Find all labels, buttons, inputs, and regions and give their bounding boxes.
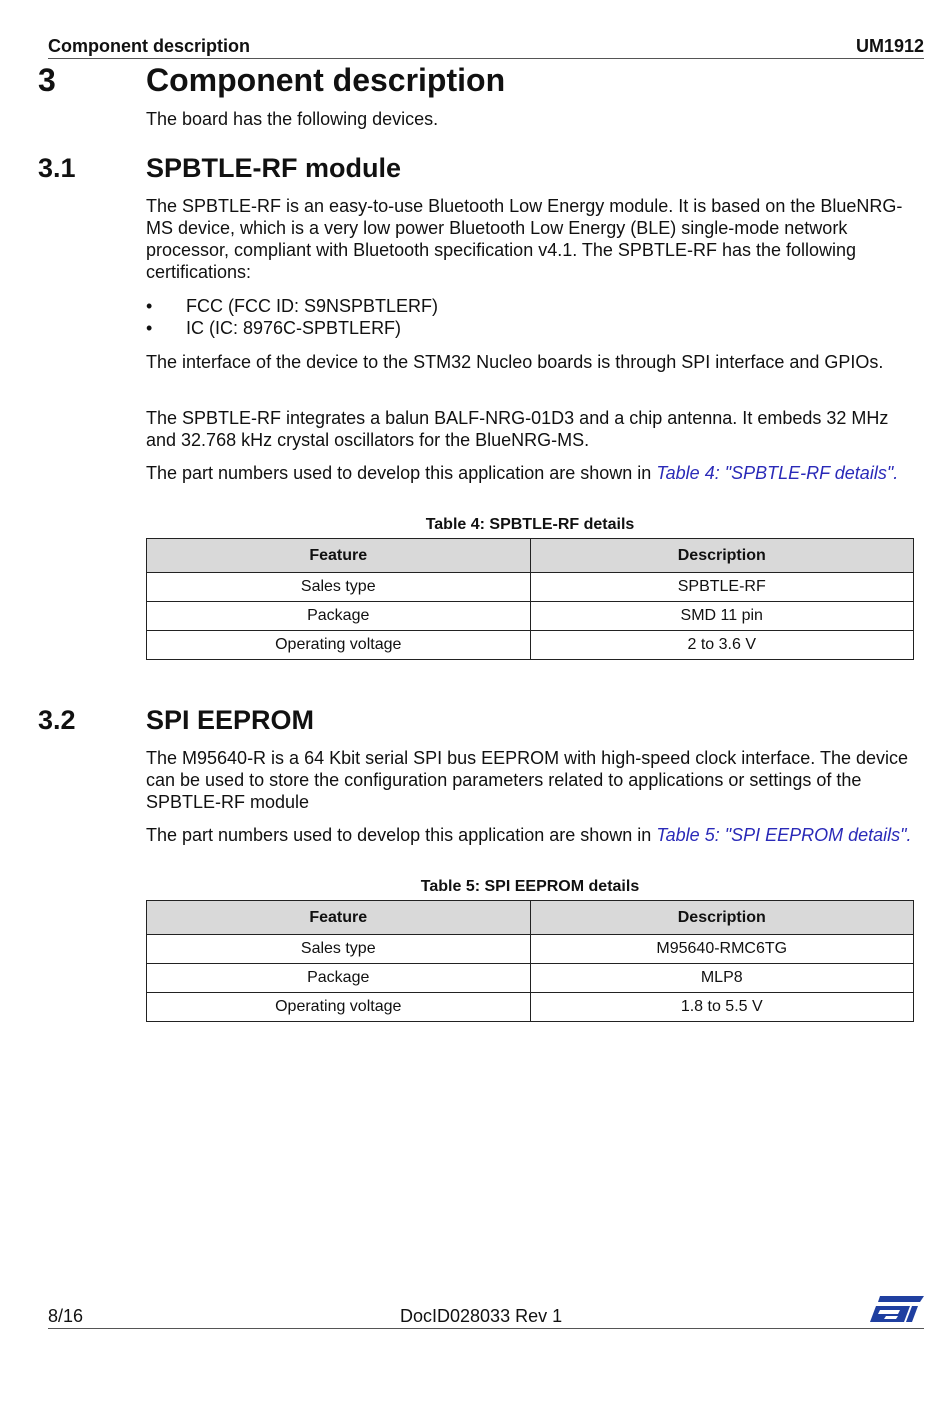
table-row bbox=[147, 964, 914, 993]
section-3-1-para2: The interface of the device to the STM32 Nucleo boards is through SPI interface and GPIOs. bbox=[146, 352, 884, 372]
table-5-link[interactable]: Table 5: "SPI EEPROM details" bbox=[656, 825, 907, 845]
table-header-row bbox=[147, 539, 914, 573]
section-3-2-para2 bbox=[146, 824, 916, 846]
table-header-feature: Feature bbox=[147, 901, 531, 935]
table-cell: Package bbox=[147, 964, 531, 993]
para4-suffix: . bbox=[893, 463, 899, 483]
table-cell: Operating voltage bbox=[147, 993, 531, 1022]
table-cell: Sales type bbox=[147, 573, 531, 602]
table-cell: Operating voltage bbox=[147, 631, 531, 660]
section-3-1-title: SPBTLE-RF module bbox=[146, 153, 401, 183]
table-4-caption: Table 4: SPBTLE-RF details bbox=[425, 516, 635, 533]
header-section-title: Component description bbox=[48, 36, 250, 56]
para2-prefix: The part numbers used to develop this application are shown in bbox=[146, 825, 657, 845]
table-5-caption: Table 5: SPI EEPROM details bbox=[420, 878, 640, 895]
chapter-number: 3 bbox=[38, 62, 56, 98]
table-4-link[interactable]: Table 4: "SPBTLE-RF details" bbox=[656, 463, 894, 483]
header-doc-code: UM1912 bbox=[855, 36, 924, 56]
section-3-2-para1: The M95640-R is a 64 Kbit serial SPI bus EEPROM with high-speed clock interface. The device can be used to store the configuration parameters related to applications or settings of the SPBTLE-RF module bbox=[146, 748, 909, 812]
list-item: • FCC (FCC ID: S9NSPBTLERF) bbox=[146, 295, 916, 317]
table-row bbox=[147, 573, 914, 602]
para2-suffix: . bbox=[906, 825, 912, 845]
section-3-1-para3: The SPBTLE-RF integrates a balun BALF-NRG-01D3 and a chip antenna. It embeds 32 MHz and 32.768 kHz crystal oscillators for the BlueNRG-MS. bbox=[146, 408, 889, 450]
table-header-row bbox=[147, 901, 914, 935]
table-cell: Sales type bbox=[147, 935, 531, 964]
table-cell: M95640-RMC6TG bbox=[530, 935, 914, 964]
page-number: 8/16 bbox=[48, 1306, 84, 1326]
table-row bbox=[147, 602, 914, 631]
table-cell: 1.8 to 5.5 V bbox=[530, 993, 914, 1022]
table-cell: Package bbox=[147, 602, 531, 631]
table-4 bbox=[146, 538, 914, 660]
table-header-description: Description bbox=[530, 901, 914, 935]
table-header-feature: Feature bbox=[147, 539, 531, 573]
chapter-intro: The board has the following devices. bbox=[146, 109, 439, 129]
section-3-2-title: SPI EEPROM bbox=[146, 705, 315, 735]
table-cell: SMD 11 pin bbox=[530, 602, 914, 631]
section-3-1-number: 3.1 bbox=[38, 153, 76, 183]
st-logo-icon bbox=[870, 1294, 924, 1329]
page-footer bbox=[48, 1304, 924, 1329]
table-cell: SPBTLE-RF bbox=[530, 573, 914, 602]
list-item: • IC (IC: 8976C-SPBTLERF) bbox=[146, 317, 916, 339]
chapter-title: Component description bbox=[146, 62, 506, 98]
table-cell: 2 to 3.6 V bbox=[530, 631, 914, 660]
table-row bbox=[147, 993, 914, 1022]
para4-prefix: The part numbers used to develop this application are shown in bbox=[146, 463, 657, 483]
table-cell: MLP8 bbox=[530, 964, 914, 993]
page-header bbox=[48, 36, 924, 59]
doc-id: DocID028033 Rev 1 bbox=[400, 1306, 563, 1326]
section-3-1-para1: The SPBTLE-RF is an easy-to-use Bluetooth Low Energy module. It is based on the BlueNRG-MS device, which is a very low power Bluetooth Low Energy (BLE) single-mode network processor, compliant with Bluetooth specification v4.1. The SPBTLE-RF has the following certifications: bbox=[146, 196, 903, 282]
section-3-2-number: 3.2 bbox=[38, 705, 76, 735]
section-3-1-para4 bbox=[146, 462, 916, 484]
table-row bbox=[147, 935, 914, 964]
table-row bbox=[147, 631, 914, 660]
table-header-description: Description bbox=[530, 539, 914, 573]
certification-list bbox=[146, 295, 916, 339]
table-5 bbox=[146, 900, 914, 1022]
